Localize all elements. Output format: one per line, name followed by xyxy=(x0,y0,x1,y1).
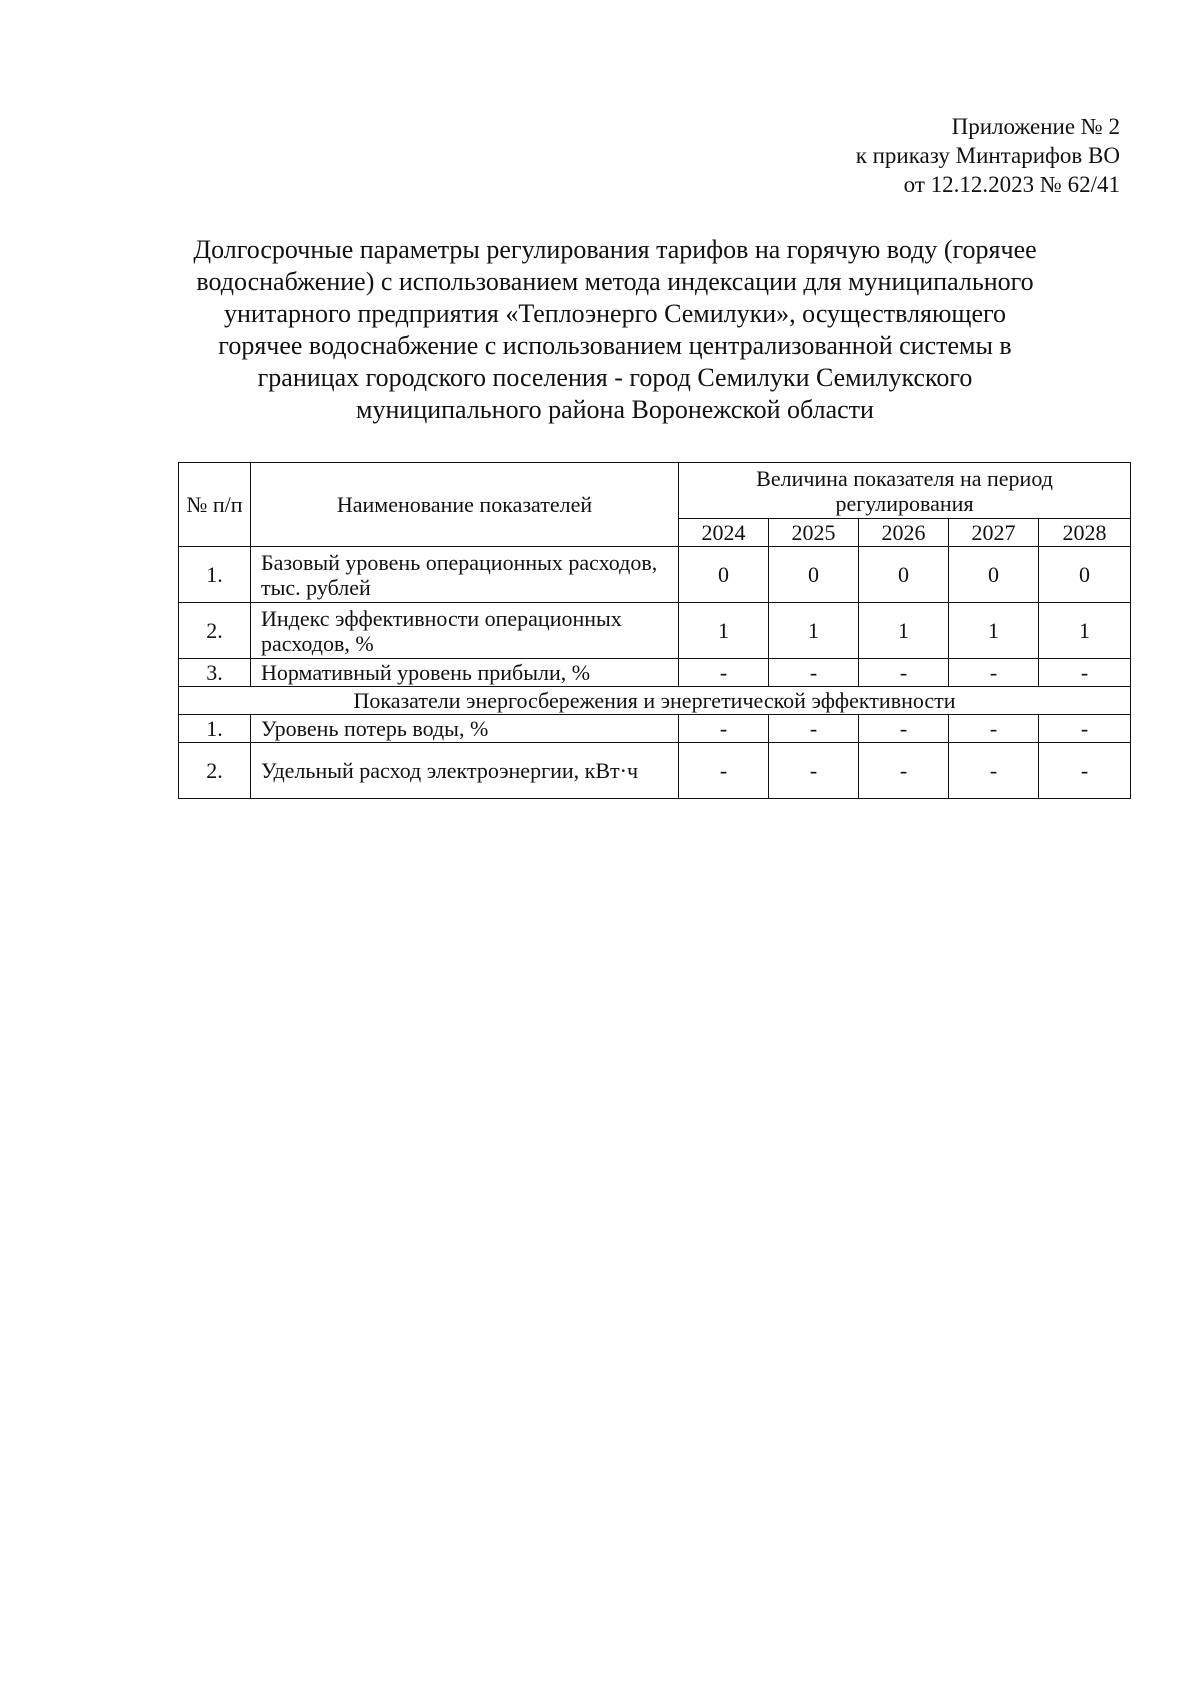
row-value: 1 xyxy=(769,603,859,659)
row-num: 3. xyxy=(179,659,251,687)
title-line: унитарного предприятия «Теплоэнерго Семилуки», осуществляющего xyxy=(223,299,1007,328)
row-value: 1 xyxy=(1039,603,1131,659)
row-value: - xyxy=(769,743,859,799)
appendix-order-ref: к приказу Минтарифов ВО xyxy=(855,143,1120,168)
row-value: - xyxy=(949,659,1039,687)
row-name: Нормативный уровень прибыли, % xyxy=(251,659,679,687)
document-title xyxy=(150,234,1080,426)
appendix-order-date: от 12.12.2023 № 62/41 xyxy=(903,172,1120,197)
row-value: 1 xyxy=(679,603,769,659)
row-value: - xyxy=(859,743,949,799)
title-line: горячее водоснабжение с использованием централизованной системы в xyxy=(218,331,1012,360)
row-value: - xyxy=(949,743,1039,799)
row-value: 1 xyxy=(949,603,1039,659)
col-value-header: Величина показателя на период регулирования xyxy=(679,463,1131,519)
table-row xyxy=(179,603,1131,659)
title-line: муниципального района Воронежской области xyxy=(356,395,874,424)
section-header-row xyxy=(179,687,1131,715)
row-value: - xyxy=(1039,715,1131,743)
row-num: 2. xyxy=(179,603,251,659)
col-name-header: Наименование показателей xyxy=(251,463,679,547)
appendix-number: Приложение № 2 xyxy=(951,114,1120,139)
table-row xyxy=(179,743,1131,799)
parameters-table xyxy=(178,462,1131,799)
table-row xyxy=(179,547,1131,603)
title-line: водоснабжение) с использованием метода индексации для муниципального xyxy=(196,267,1034,296)
section-title: Показатели энергосбережения и энергетической эффективности xyxy=(179,687,1131,715)
row-num: 2. xyxy=(179,743,251,799)
table-header-row xyxy=(179,463,1131,519)
row-value: - xyxy=(769,715,859,743)
row-value: - xyxy=(949,715,1039,743)
row-name: Базовый уровень операционных расходов, тыс. рублей xyxy=(251,547,679,603)
row-num: 1. xyxy=(179,715,251,743)
row-value: - xyxy=(859,715,949,743)
row-name: Уровень потерь воды, % xyxy=(251,715,679,743)
row-value: - xyxy=(679,715,769,743)
row-value: - xyxy=(1039,659,1131,687)
table-row xyxy=(179,659,1131,687)
row-value: 0 xyxy=(679,547,769,603)
title-line: Долгосрочные параметры регулирования тарифов на горячую воду (горячее xyxy=(193,235,1037,264)
row-value: 0 xyxy=(1039,547,1131,603)
row-num: 1. xyxy=(179,547,251,603)
year-cell: 2025 xyxy=(769,519,859,547)
row-value: 0 xyxy=(859,547,949,603)
appendix-header xyxy=(856,112,1120,199)
row-value: - xyxy=(859,659,949,687)
title-line: границах городского поселения - город Семилуки Семилукского xyxy=(257,363,973,392)
table-row xyxy=(179,715,1131,743)
year-cell: 2028 xyxy=(1039,519,1131,547)
col-num-header: № п/п xyxy=(179,463,251,547)
row-name: Удельный расход электроэнергии, кВт·ч xyxy=(251,743,679,799)
row-value: 0 xyxy=(949,547,1039,603)
row-value: 1 xyxy=(859,603,949,659)
row-value: - xyxy=(679,659,769,687)
year-cell: 2027 xyxy=(949,519,1039,547)
year-cell: 2026 xyxy=(859,519,949,547)
row-value: 0 xyxy=(769,547,859,603)
row-value: - xyxy=(1039,743,1131,799)
row-value: - xyxy=(679,743,769,799)
row-value: - xyxy=(769,659,859,687)
row-name: Индекс эффективности операционных расходов, % xyxy=(251,603,679,659)
year-cell: 2024 xyxy=(679,519,769,547)
